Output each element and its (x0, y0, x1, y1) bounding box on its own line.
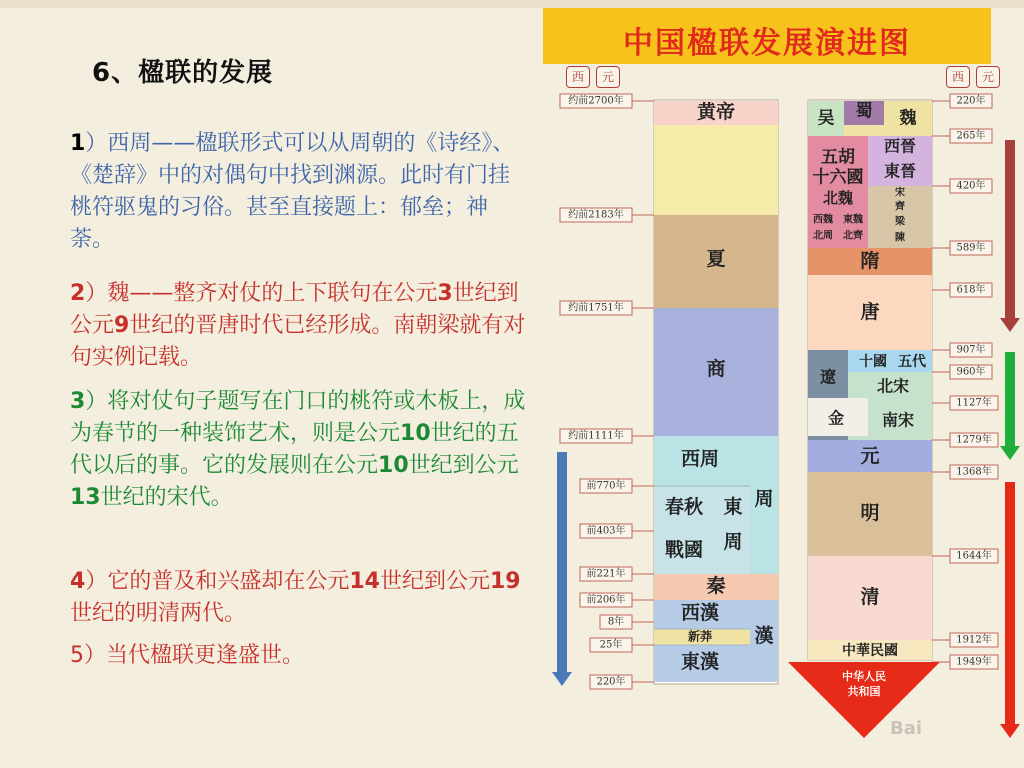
dynasty-liang: 梁 (895, 216, 905, 228)
dynasty-tang: 唐 (860, 301, 880, 323)
date-label-left: 前206年 (586, 594, 626, 606)
paragraph-text: 世纪的明清两代。 (70, 601, 247, 626)
century-number: 14 (349, 569, 380, 594)
dynasty-qi: 齊 (895, 201, 905, 213)
dynasty-huangdi: 黄帝 (696, 101, 736, 123)
century-number: 19 (489, 569, 521, 594)
dynasty-shiliuguo: 十六國 (812, 167, 864, 188)
paragraph-number: 2 (70, 281, 86, 306)
dynasty-dongwei: 東魏 (843, 214, 863, 226)
dynasty-yuan: 元 (860, 445, 880, 467)
date-label-right: 1127年 (956, 397, 992, 409)
dynasty-wudai: 五代 (898, 354, 926, 370)
date-label-left: 8年 (607, 616, 625, 628)
block-yellow (654, 125, 778, 215)
dynasty-shang: 商 (706, 358, 726, 380)
dynasty-xihan: 西漢 (680, 602, 720, 624)
paragraph-text: ）当代楹联更逢盛世。 (84, 643, 305, 668)
date-label-right: 1949年 (956, 656, 992, 668)
century-number: 13 (70, 485, 101, 510)
dynasty-ming: 明 (860, 502, 880, 524)
dynasty-beisong: 北宋 (876, 376, 910, 396)
date-label-right: 420年 (956, 180, 986, 192)
dynasty-qin: 秦 (706, 575, 726, 597)
date-label-left: 约前2700年 (568, 95, 624, 107)
century-number: 10 (400, 421, 431, 446)
dynasty-liao: 遼 (819, 367, 837, 387)
dynasty-wei: 魏 (899, 108, 917, 129)
paragraph-number: 3 (70, 389, 86, 414)
paragraph-number: 5 (70, 643, 84, 668)
prc-label-line1: 中华人民 (842, 670, 886, 683)
date-label-right: 1368年 (956, 466, 992, 478)
dynasty-xia: 夏 (706, 248, 726, 270)
page-title: 6、楹联的发展 (92, 58, 274, 88)
watermark: Bai (890, 718, 923, 739)
date-label-left: 约前2183年 (568, 209, 624, 221)
paragraph-text: 世纪到公元 (70, 281, 519, 338)
dynasty-beiqi: 北齊 (843, 230, 863, 242)
dynasty-sui: 隋 (860, 250, 880, 272)
green-arrow-shaft (1005, 352, 1015, 446)
dynasty-xiwei: 西魏 (813, 214, 833, 226)
dynasty-chunqiu: 春秋 (664, 496, 704, 518)
dynasty-shu: 蜀 (855, 101, 873, 122)
dynasty-wuhu: 五胡 (821, 147, 855, 168)
dynasty-minguo: 中華民國 (842, 643, 898, 659)
dark-red-arrow-shaft (1005, 140, 1015, 318)
date-label-left: 前221年 (586, 568, 626, 580)
paragraph-text: 世纪的晋唐时代已经形成。南朝梁就有对句实例记载。 (70, 313, 526, 370)
dynasty-song-south: 宋 (895, 187, 905, 199)
dynasty-shiguo: 十國 (859, 354, 887, 370)
dynasty-beiwei: 北魏 (822, 189, 854, 207)
date-label-right: 265年 (956, 130, 986, 142)
dynasty-xizhou: 西周 (680, 448, 720, 470)
date-label-right: 589年 (956, 242, 986, 254)
green-arrow-head (1000, 446, 1020, 460)
paragraph-text: ）它的普及和兴盛却在公元 (85, 569, 350, 594)
date-label-left: 25年 (599, 639, 623, 651)
dynasty-dongjin: 東晉 (883, 161, 917, 181)
paragraph-text: 世纪到公元 (408, 453, 519, 478)
date-label-left: 约前1111年 (568, 430, 624, 442)
dynasty-jin: 金 (827, 408, 845, 428)
paragraph-text: ）将对仗句子题写在门口的桃符或木板上，成为春节的一种装饰艺术，则是公元 (70, 389, 526, 446)
dynasty-dong: 東 (723, 496, 743, 518)
dynasty-zhou-a: 周 (723, 531, 743, 553)
era-badge-yuan-right: 元 (976, 66, 1000, 88)
era-badge-yuan-left: 元 (596, 66, 620, 88)
date-label-left: 前403年 (586, 525, 626, 537)
dynasty-xinmang: 新莽 (687, 629, 713, 644)
dynasty-donghan: 東漢 (680, 651, 720, 673)
block-wei-ext (844, 125, 884, 136)
dynasty-qing: 清 (860, 586, 880, 608)
date-label-left: 220年 (596, 676, 626, 688)
era-badge-xi-left: 西 (566, 66, 590, 88)
dynasty-han: 漢 (754, 625, 774, 647)
date-label-right: 960年 (956, 366, 986, 378)
red-arrow-shaft (1005, 482, 1015, 724)
dynasty-beizhou: 北周 (813, 230, 833, 242)
paragraph-text: 世纪的五代以后的事。它的发展则在公元 (70, 421, 519, 478)
century-number: 3 (437, 281, 453, 306)
era-badge-xi-right: 西 (946, 66, 970, 88)
chart-title: 中国楹联发展演进图 (623, 26, 911, 61)
paragraph-number: 1 (70, 131, 86, 156)
date-label-right: 220年 (956, 95, 986, 107)
date-label-right: 618年 (956, 284, 986, 296)
dynasty-xijin: 西晉 (883, 136, 917, 156)
paragraph-text: 世纪到公元 (379, 569, 490, 594)
paragraph-text: ）魏——整齐对仗的上下联句在公元 (85, 281, 438, 306)
dark-red-arrow-head (1000, 318, 1020, 332)
dynasty-nansong: 南宋 (881, 410, 915, 430)
date-label-right: 907年 (956, 344, 986, 356)
blue-arrow-head (552, 672, 572, 686)
date-label-left: 前770年 (586, 480, 626, 492)
dynasty-wu: 吴 (817, 108, 835, 129)
dynasty-zhou-b: 周 (754, 488, 774, 510)
paragraph-text: 世纪的宋代。 (100, 485, 233, 510)
prc-label-line2: 共和国 (847, 685, 881, 698)
date-label-right: 1912年 (956, 634, 992, 646)
date-label-right: 1644年 (956, 550, 992, 562)
century-number: 10 (378, 453, 409, 478)
blue-arrow-shaft (557, 452, 567, 672)
paragraph-text: ）西周——楹联形式可以从周朝的《诗经》、《楚辞》中的对偶句中找到渊源。此时有门挂桃符驱鬼的习俗。甚至直接题上：郁垒；神荼。 (70, 131, 515, 252)
dynasty-zhanguo: 戰國 (664, 539, 704, 561)
dynasty-chen: 陳 (895, 232, 905, 244)
date-label-right: 1279年 (956, 434, 992, 446)
red-arrow-head (1000, 724, 1020, 738)
paragraph-number: 4 (70, 569, 86, 594)
century-number: 9 (114, 313, 130, 338)
date-label-left: 约前1751年 (568, 302, 624, 314)
